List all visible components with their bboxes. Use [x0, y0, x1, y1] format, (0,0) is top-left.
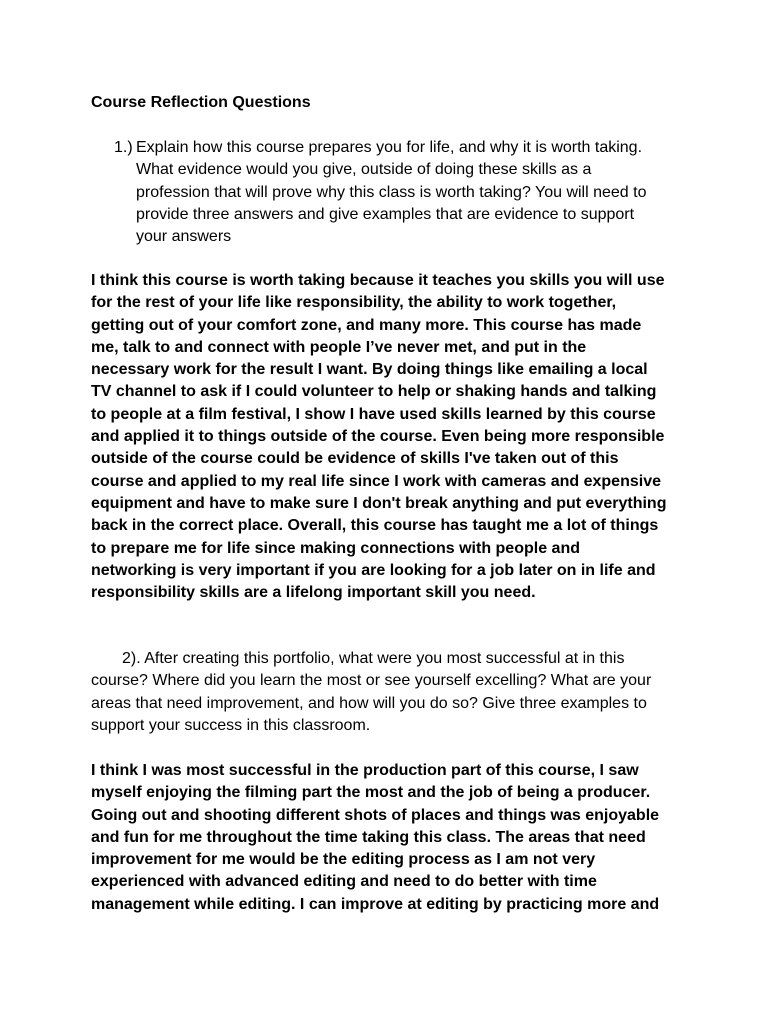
answer-2-line: management while editing. I can improve at editing by practicing more and — [91, 895, 660, 913]
document-title: Course Reflection Questions — [91, 94, 311, 111]
answer-2-line: experienced with advanced editing and need to do better with time — [91, 873, 597, 891]
question-2-line: course? Where did you learn the most or see yourself excelling? What are your — [91, 672, 652, 690]
answer-2 — [91, 760, 691, 916]
question-1-line: profession that will prove why this class is worth taking? You will need to — [136, 183, 647, 201]
answer-1-line: equipment and have to make sure I don't break anything and put everything — [91, 494, 667, 512]
question-1-line: What evidence would you give, outside of doing these skills as a — [136, 161, 592, 179]
answer-2-line: I think I was most successful in the production part of this course, I saw — [91, 762, 639, 779]
answer-1-line: back in the correct place. Overall, this course has taught me a lot of things — [91, 517, 659, 535]
answer-1-line: course and applied to my real life since I work with cameras and expensive — [91, 472, 661, 490]
answer-1-line: me, talk to and connect with people I’ve never met, and put in the — [91, 338, 587, 356]
answer-1-line: outside of the course could be evidence of skills I've taken out of this — [91, 450, 619, 468]
answer-1-line: TV channel to ask if I could volunteer to help or shaking hands and talking — [91, 383, 657, 401]
answer-1-line: networking is very important if you are looking for a job later on in life and — [91, 561, 656, 579]
question-2 — [91, 648, 691, 737]
question-2-line: support your success in this classroom. — [91, 716, 371, 734]
question-1-line: provide three answers and give examples that are evidence to support — [136, 205, 635, 223]
answer-1 — [91, 270, 691, 604]
answer-1-line: getting out of your comfort zone, and many more. This course has made — [91, 316, 642, 334]
question-2-line: 2). After creating this portfolio, what were you most successful at in this — [122, 650, 625, 667]
question-2-line: areas that need improvement, and how will you do so? Give three examples to — [91, 694, 647, 712]
answer-1-line: I think this course is worth taking because it teaches you skills you will use — [91, 272, 665, 289]
answer-2-line: myself enjoying the filming part the most and the job of being a producer. — [91, 784, 651, 802]
question-1-line: Explain how this course prepares you for life, and why it is worth taking. — [136, 139, 643, 156]
answer-2-line: and fun for me throughout the time taking this class. The areas that need — [91, 828, 646, 846]
answer-1-line: to prepare me for life since making connections with people and — [91, 539, 580, 557]
answer-1-line: for the rest of your life like responsibility, the ability to work together, — [91, 294, 617, 312]
answer-1-line: necessary work for the result I want. By doing things like emailing a local — [91, 361, 648, 379]
answer-2-line: Going out and shooting different shots of places and things was enjoyable — [91, 806, 660, 824]
question-1-number: 1.) — [114, 139, 133, 156]
answer-2-line: improvement for me would be the editing process as I am not very — [91, 851, 596, 869]
question-1-line: your answers — [136, 228, 232, 246]
answer-1-line: to people at a film festival, I show I have used skills learned by this course — [91, 405, 656, 423]
answer-1-line: responsibility skills are a lifelong important skill you need. — [91, 584, 536, 602]
question-1 — [114, 137, 674, 248]
answer-1-line: and applied it to things outside of the course. Even being more responsible — [91, 428, 665, 446]
